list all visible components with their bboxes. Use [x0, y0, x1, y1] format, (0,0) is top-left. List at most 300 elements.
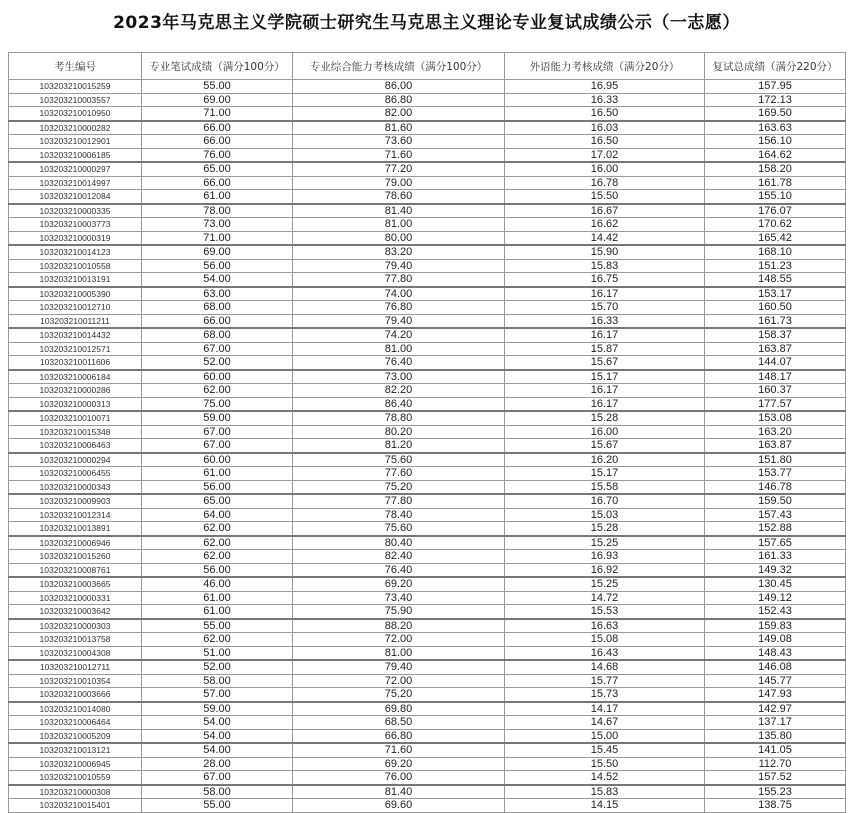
table-row — [9, 536, 846, 550]
total-score-cell: 148.55 — [705, 273, 846, 287]
written-score-cell: 66.00 — [142, 176, 293, 190]
total-score-cell: 163.87 — [705, 342, 846, 356]
written-score-cell: 51.00 — [142, 646, 293, 660]
table-row — [9, 439, 846, 453]
total-score-cell: 153.17 — [705, 287, 846, 301]
total-score-cell: 161.33 — [705, 550, 846, 564]
language-score-cell: 15.83 — [505, 259, 705, 273]
language-score-cell: 14.68 — [505, 660, 705, 674]
table-row — [9, 314, 846, 328]
candidate-id-cell: 103203210011211 — [9, 314, 142, 328]
total-score-cell: 164.62 — [705, 148, 846, 162]
table-row — [9, 688, 846, 702]
table-row — [9, 508, 846, 522]
candidate-id-cell: 103203210000313 — [9, 397, 142, 411]
written-score-cell: 55.00 — [142, 619, 293, 633]
total-score-cell: 148.17 — [705, 370, 846, 384]
comprehensive-score-cell: 71.60 — [293, 148, 505, 162]
comprehensive-score-cell: 86.00 — [293, 80, 505, 94]
candidate-id-cell: 103203210015259 — [9, 80, 142, 94]
table-row — [9, 384, 846, 398]
table-row — [9, 716, 846, 730]
scores-table — [8, 52, 846, 813]
candidate-id-cell: 103203210006464 — [9, 716, 142, 730]
language-score-cell: 15.90 — [505, 245, 705, 259]
table-row — [9, 660, 846, 674]
written-score-cell: 59.00 — [142, 411, 293, 425]
language-score-cell: 14.72 — [505, 591, 705, 605]
table-row — [9, 80, 846, 94]
total-score-cell: 177.57 — [705, 397, 846, 411]
total-score-cell: 142.97 — [705, 702, 846, 716]
table-row — [9, 771, 846, 785]
written-score-cell: 62.00 — [142, 536, 293, 550]
comprehensive-score-cell: 75.90 — [293, 605, 505, 619]
candidate-id-cell: 103203210012314 — [9, 508, 142, 522]
written-score-cell: 64.00 — [142, 508, 293, 522]
candidate-id-cell: 103203210015260 — [9, 550, 142, 564]
header-written-score: 专业笔试成绩（满分100分） — [142, 53, 293, 80]
candidate-id-cell: 103203210011606 — [9, 356, 142, 370]
written-score-cell: 54.00 — [142, 743, 293, 757]
comprehensive-score-cell: 88.20 — [293, 619, 505, 633]
comprehensive-score-cell: 69.20 — [293, 757, 505, 771]
written-score-cell: 59.00 — [142, 702, 293, 716]
candidate-id-cell: 103203210003642 — [9, 605, 142, 619]
total-score-cell: 160.50 — [705, 301, 846, 315]
total-score-cell: 146.78 — [705, 480, 846, 494]
candidate-id-cell: 103203210012571 — [9, 342, 142, 356]
written-score-cell: 60.00 — [142, 370, 293, 384]
language-score-cell: 16.50 — [505, 107, 705, 121]
total-score-cell: 153.08 — [705, 411, 846, 425]
written-score-cell: 66.00 — [142, 135, 293, 149]
language-score-cell: 15.77 — [505, 674, 705, 688]
table-row — [9, 93, 846, 107]
language-score-cell: 14.42 — [505, 231, 705, 245]
total-score-cell: 135.80 — [705, 729, 846, 743]
comprehensive-score-cell: 72.00 — [293, 633, 505, 647]
written-score-cell: 55.00 — [142, 80, 293, 94]
header-candidate-id: 考生编号 — [9, 53, 142, 80]
comprehensive-score-cell: 75.20 — [293, 688, 505, 702]
comprehensive-score-cell: 81.00 — [293, 646, 505, 660]
total-score-cell: 165.42 — [705, 231, 846, 245]
written-score-cell: 68.00 — [142, 328, 293, 342]
written-score-cell: 66.00 — [142, 121, 293, 135]
table-row — [9, 356, 846, 370]
candidate-id-cell: 103203210013758 — [9, 633, 142, 647]
language-score-cell: 16.17 — [505, 397, 705, 411]
table-row — [9, 176, 846, 190]
candidate-id-cell: 103203210012901 — [9, 135, 142, 149]
candidate-id-cell: 103203210000319 — [9, 231, 142, 245]
table-row — [9, 328, 846, 342]
written-score-cell: 69.00 — [142, 245, 293, 259]
language-score-cell: 14.67 — [505, 716, 705, 730]
candidate-id-cell: 103203210006945 — [9, 757, 142, 771]
candidate-id-cell: 103203210005390 — [9, 287, 142, 301]
written-score-cell: 61.00 — [142, 591, 293, 605]
candidate-id-cell: 103203210003665 — [9, 577, 142, 591]
total-score-cell: 172.13 — [705, 93, 846, 107]
total-score-cell: 144.07 — [705, 356, 846, 370]
total-score-cell: 158.37 — [705, 328, 846, 342]
written-score-cell: 56.00 — [142, 480, 293, 494]
written-score-cell: 58.00 — [142, 674, 293, 688]
candidate-id-cell: 103203210000335 — [9, 204, 142, 218]
table-row — [9, 453, 846, 467]
total-score-cell: 163.63 — [705, 121, 846, 135]
table-row — [9, 729, 846, 743]
comprehensive-score-cell: 71.60 — [293, 743, 505, 757]
candidate-id-cell: 103203210010950 — [9, 107, 142, 121]
language-score-cell: 15.28 — [505, 522, 705, 536]
total-score-cell: 148.43 — [705, 646, 846, 660]
language-score-cell: 15.73 — [505, 688, 705, 702]
table-row — [9, 785, 846, 799]
total-score-cell: 155.23 — [705, 785, 846, 799]
table-row — [9, 550, 846, 564]
language-score-cell: 14.15 — [505, 799, 705, 813]
written-score-cell: 67.00 — [142, 342, 293, 356]
candidate-id-cell: 103203210013891 — [9, 522, 142, 536]
comprehensive-score-cell: 81.00 — [293, 218, 505, 232]
comprehensive-score-cell: 79.40 — [293, 314, 505, 328]
total-score-cell: 157.52 — [705, 771, 846, 785]
language-score-cell: 15.87 — [505, 342, 705, 356]
comprehensive-score-cell: 79.40 — [293, 259, 505, 273]
comprehensive-score-cell: 68.50 — [293, 716, 505, 730]
language-score-cell: 15.25 — [505, 536, 705, 550]
written-score-cell: 62.00 — [142, 633, 293, 647]
comprehensive-score-cell: 81.40 — [293, 785, 505, 799]
table-row — [9, 135, 846, 149]
total-score-cell: 130.45 — [705, 577, 846, 591]
candidate-id-cell: 103203210006185 — [9, 148, 142, 162]
comprehensive-score-cell: 81.60 — [293, 121, 505, 135]
comprehensive-score-cell: 82.20 — [293, 384, 505, 398]
table-row — [9, 411, 846, 425]
candidate-id-cell: 103203210012084 — [9, 190, 142, 204]
candidate-id-cell: 103203210000303 — [9, 619, 142, 633]
written-score-cell: 73.00 — [142, 218, 293, 232]
total-score-cell: 152.88 — [705, 522, 846, 536]
comprehensive-score-cell: 75.60 — [293, 453, 505, 467]
language-score-cell: 16.62 — [505, 218, 705, 232]
written-score-cell: 62.00 — [142, 522, 293, 536]
language-score-cell: 16.63 — [505, 619, 705, 633]
comprehensive-score-cell: 77.60 — [293, 467, 505, 481]
candidate-id-cell: 103203210000331 — [9, 591, 142, 605]
written-score-cell: 69.00 — [142, 93, 293, 107]
language-score-cell: 17.02 — [505, 148, 705, 162]
language-score-cell: 15.50 — [505, 757, 705, 771]
total-score-cell: 163.20 — [705, 425, 846, 439]
comprehensive-score-cell: 80.20 — [293, 425, 505, 439]
candidate-id-cell: 103203210006184 — [9, 370, 142, 384]
language-score-cell: 15.17 — [505, 467, 705, 481]
written-score-cell: 76.00 — [142, 148, 293, 162]
written-score-cell: 67.00 — [142, 425, 293, 439]
comprehensive-score-cell: 79.00 — [293, 176, 505, 190]
candidate-id-cell: 103203210010558 — [9, 259, 142, 273]
page-title: 2023年马克思主义学院硕士研究生马克思主义理论专业复试成绩公示（一志愿） — [113, 13, 740, 33]
total-score-cell: 151.23 — [705, 259, 846, 273]
total-score-cell: 153.77 — [705, 467, 846, 481]
table-row — [9, 342, 846, 356]
language-score-cell: 16.00 — [505, 162, 705, 176]
total-score-cell: 163.87 — [705, 439, 846, 453]
written-score-cell: 61.00 — [142, 605, 293, 619]
total-score-cell: 157.95 — [705, 80, 846, 94]
written-score-cell: 54.00 — [142, 729, 293, 743]
table-row — [9, 743, 846, 757]
written-score-cell: 55.00 — [142, 799, 293, 813]
language-score-cell: 16.17 — [505, 287, 705, 301]
language-score-cell: 14.52 — [505, 771, 705, 785]
table-row — [9, 107, 846, 121]
comprehensive-score-cell: 81.20 — [293, 439, 505, 453]
written-score-cell: 61.00 — [142, 190, 293, 204]
table-row — [9, 674, 846, 688]
language-score-cell: 15.00 — [505, 729, 705, 743]
language-score-cell: 14.17 — [505, 702, 705, 716]
comprehensive-score-cell: 74.00 — [293, 287, 505, 301]
comprehensive-score-cell: 80.00 — [293, 231, 505, 245]
language-score-cell: 16.33 — [505, 314, 705, 328]
table-row — [9, 397, 846, 411]
table-row — [9, 370, 846, 384]
comprehensive-score-cell: 81.40 — [293, 204, 505, 218]
header-total-score: 复试总成绩（满分220分） — [705, 53, 846, 80]
language-score-cell: 15.53 — [505, 605, 705, 619]
table-row — [9, 231, 846, 245]
written-score-cell: 28.00 — [142, 757, 293, 771]
comprehensive-score-cell: 82.40 — [293, 550, 505, 564]
total-score-cell: 170.62 — [705, 218, 846, 232]
written-score-cell: 46.00 — [142, 577, 293, 591]
written-score-cell: 54.00 — [142, 716, 293, 730]
candidate-id-cell: 103203210014123 — [9, 245, 142, 259]
total-score-cell: 157.65 — [705, 536, 846, 550]
comprehensive-score-cell: 66.80 — [293, 729, 505, 743]
comprehensive-score-cell: 77.80 — [293, 273, 505, 287]
language-score-cell: 16.95 — [505, 80, 705, 94]
header-comprehensive-score: 专业综合能力考核成绩（满分100分） — [293, 53, 505, 80]
language-score-cell: 16.92 — [505, 563, 705, 577]
table-row — [9, 563, 846, 577]
total-score-cell: 137.17 — [705, 716, 846, 730]
table-row — [9, 218, 846, 232]
comprehensive-score-cell: 78.80 — [293, 411, 505, 425]
candidate-id-cell: 103203210003666 — [9, 688, 142, 702]
table-row — [9, 245, 846, 259]
comprehensive-score-cell: 69.60 — [293, 799, 505, 813]
total-score-cell: 151.80 — [705, 453, 846, 467]
candidate-id-cell: 103203210014080 — [9, 702, 142, 716]
table-row — [9, 121, 846, 135]
comprehensive-score-cell: 73.60 — [293, 135, 505, 149]
total-score-cell: 160.37 — [705, 384, 846, 398]
table-row — [9, 287, 846, 301]
comprehensive-score-cell: 76.80 — [293, 301, 505, 315]
comprehensive-score-cell: 78.60 — [293, 190, 505, 204]
written-score-cell: 71.00 — [142, 231, 293, 245]
language-score-cell: 15.03 — [505, 508, 705, 522]
comprehensive-score-cell: 77.80 — [293, 494, 505, 508]
header-language-score: 外语能力考核成绩（满分20分） — [505, 53, 705, 80]
comprehensive-score-cell: 76.40 — [293, 356, 505, 370]
total-score-cell: 152.43 — [705, 605, 846, 619]
written-score-cell: 52.00 — [142, 356, 293, 370]
candidate-id-cell: 103203210010559 — [9, 771, 142, 785]
language-score-cell: 15.50 — [505, 190, 705, 204]
written-score-cell: 60.00 — [142, 453, 293, 467]
total-score-cell: 161.73 — [705, 314, 846, 328]
total-score-cell: 169.50 — [705, 107, 846, 121]
total-score-cell: 149.32 — [705, 563, 846, 577]
written-score-cell: 78.00 — [142, 204, 293, 218]
written-score-cell: 63.00 — [142, 287, 293, 301]
written-score-cell: 67.00 — [142, 439, 293, 453]
written-score-cell: 58.00 — [142, 785, 293, 799]
written-score-cell: 62.00 — [142, 384, 293, 398]
language-score-cell: 16.20 — [505, 453, 705, 467]
total-score-cell: 138.75 — [705, 799, 846, 813]
candidate-id-cell: 103203210004308 — [9, 646, 142, 660]
written-score-cell: 65.00 — [142, 494, 293, 508]
candidate-id-cell: 103203210000286 — [9, 384, 142, 398]
written-score-cell: 65.00 — [142, 162, 293, 176]
candidate-id-cell: 103203210009903 — [9, 494, 142, 508]
language-score-cell: 15.58 — [505, 480, 705, 494]
table-row — [9, 619, 846, 633]
language-score-cell: 15.08 — [505, 633, 705, 647]
language-score-cell: 15.70 — [505, 301, 705, 315]
comprehensive-score-cell: 69.80 — [293, 702, 505, 716]
comprehensive-score-cell: 86.80 — [293, 93, 505, 107]
candidate-id-cell: 103203210008761 — [9, 563, 142, 577]
language-score-cell: 15.28 — [505, 411, 705, 425]
language-score-cell: 15.67 — [505, 439, 705, 453]
total-score-cell: 156.10 — [705, 135, 846, 149]
written-score-cell: 54.00 — [142, 273, 293, 287]
total-score-cell: 158.20 — [705, 162, 846, 176]
language-score-cell: 16.03 — [505, 121, 705, 135]
table-header-row — [9, 53, 846, 80]
table-row — [9, 799, 846, 813]
written-score-cell: 66.00 — [142, 314, 293, 328]
table-row — [9, 204, 846, 218]
total-score-cell: 159.83 — [705, 619, 846, 633]
candidate-id-cell: 103203210012711 — [9, 660, 142, 674]
candidate-id-cell: 103203210015348 — [9, 425, 142, 439]
table-row — [9, 480, 846, 494]
language-score-cell: 16.93 — [505, 550, 705, 564]
comprehensive-score-cell: 79.40 — [293, 660, 505, 674]
written-score-cell: 56.00 — [142, 259, 293, 273]
language-score-cell: 15.67 — [505, 356, 705, 370]
comprehensive-score-cell: 75.60 — [293, 522, 505, 536]
language-score-cell: 15.25 — [505, 577, 705, 591]
total-score-cell: 149.08 — [705, 633, 846, 647]
language-score-cell: 15.83 — [505, 785, 705, 799]
comprehensive-score-cell: 76.40 — [293, 563, 505, 577]
comprehensive-score-cell: 77.20 — [293, 162, 505, 176]
comprehensive-score-cell: 76.00 — [293, 771, 505, 785]
comprehensive-score-cell: 80.40 — [293, 536, 505, 550]
table-row — [9, 633, 846, 647]
table-row — [9, 605, 846, 619]
comprehensive-score-cell: 83.20 — [293, 245, 505, 259]
candidate-id-cell: 103203210005209 — [9, 729, 142, 743]
total-score-cell: 159.50 — [705, 494, 846, 508]
candidate-id-cell: 103203210014432 — [9, 328, 142, 342]
candidate-id-cell: 103203210000343 — [9, 480, 142, 494]
comprehensive-score-cell: 74.20 — [293, 328, 505, 342]
table-row — [9, 259, 846, 273]
total-score-cell: 176.07 — [705, 204, 846, 218]
comprehensive-score-cell: 73.40 — [293, 591, 505, 605]
table-row — [9, 301, 846, 315]
language-score-cell: 16.43 — [505, 646, 705, 660]
table-row — [9, 646, 846, 660]
written-score-cell: 57.00 — [142, 688, 293, 702]
written-score-cell: 67.00 — [142, 771, 293, 785]
language-score-cell: 16.50 — [505, 135, 705, 149]
candidate-id-cell: 103203210000282 — [9, 121, 142, 135]
written-score-cell: 71.00 — [142, 107, 293, 121]
language-score-cell: 16.70 — [505, 494, 705, 508]
candidate-id-cell: 103203210003773 — [9, 218, 142, 232]
language-score-cell: 15.45 — [505, 743, 705, 757]
comprehensive-score-cell: 78.40 — [293, 508, 505, 522]
table-row — [9, 522, 846, 536]
written-score-cell: 75.00 — [142, 397, 293, 411]
candidate-id-cell: 103203210013121 — [9, 743, 142, 757]
candidate-id-cell: 103203210014997 — [9, 176, 142, 190]
total-score-cell: 161.78 — [705, 176, 846, 190]
language-score-cell: 16.78 — [505, 176, 705, 190]
candidate-id-cell: 103203210000297 — [9, 162, 142, 176]
total-score-cell: 146.08 — [705, 660, 846, 674]
table-row — [9, 577, 846, 591]
table-row — [9, 148, 846, 162]
total-score-cell: 147.93 — [705, 688, 846, 702]
candidate-id-cell: 103203210006455 — [9, 467, 142, 481]
language-score-cell: 16.67 — [505, 204, 705, 218]
table-row — [9, 425, 846, 439]
total-score-cell: 155.10 — [705, 190, 846, 204]
table-body — [9, 80, 846, 813]
written-score-cell: 62.00 — [142, 550, 293, 564]
comprehensive-score-cell: 73.00 — [293, 370, 505, 384]
language-score-cell: 16.00 — [505, 425, 705, 439]
candidate-id-cell: 103203210012710 — [9, 301, 142, 315]
total-score-cell: 168.10 — [705, 245, 846, 259]
language-score-cell: 16.17 — [505, 384, 705, 398]
candidate-id-cell: 103203210006946 — [9, 536, 142, 550]
comprehensive-score-cell: 75.20 — [293, 480, 505, 494]
table-row — [9, 494, 846, 508]
written-score-cell: 52.00 — [142, 660, 293, 674]
total-score-cell: 141.05 — [705, 743, 846, 757]
language-score-cell: 16.33 — [505, 93, 705, 107]
candidate-id-cell: 103203210006463 — [9, 439, 142, 453]
total-score-cell: 112.70 — [705, 757, 846, 771]
candidate-id-cell: 103203210015401 — [9, 799, 142, 813]
